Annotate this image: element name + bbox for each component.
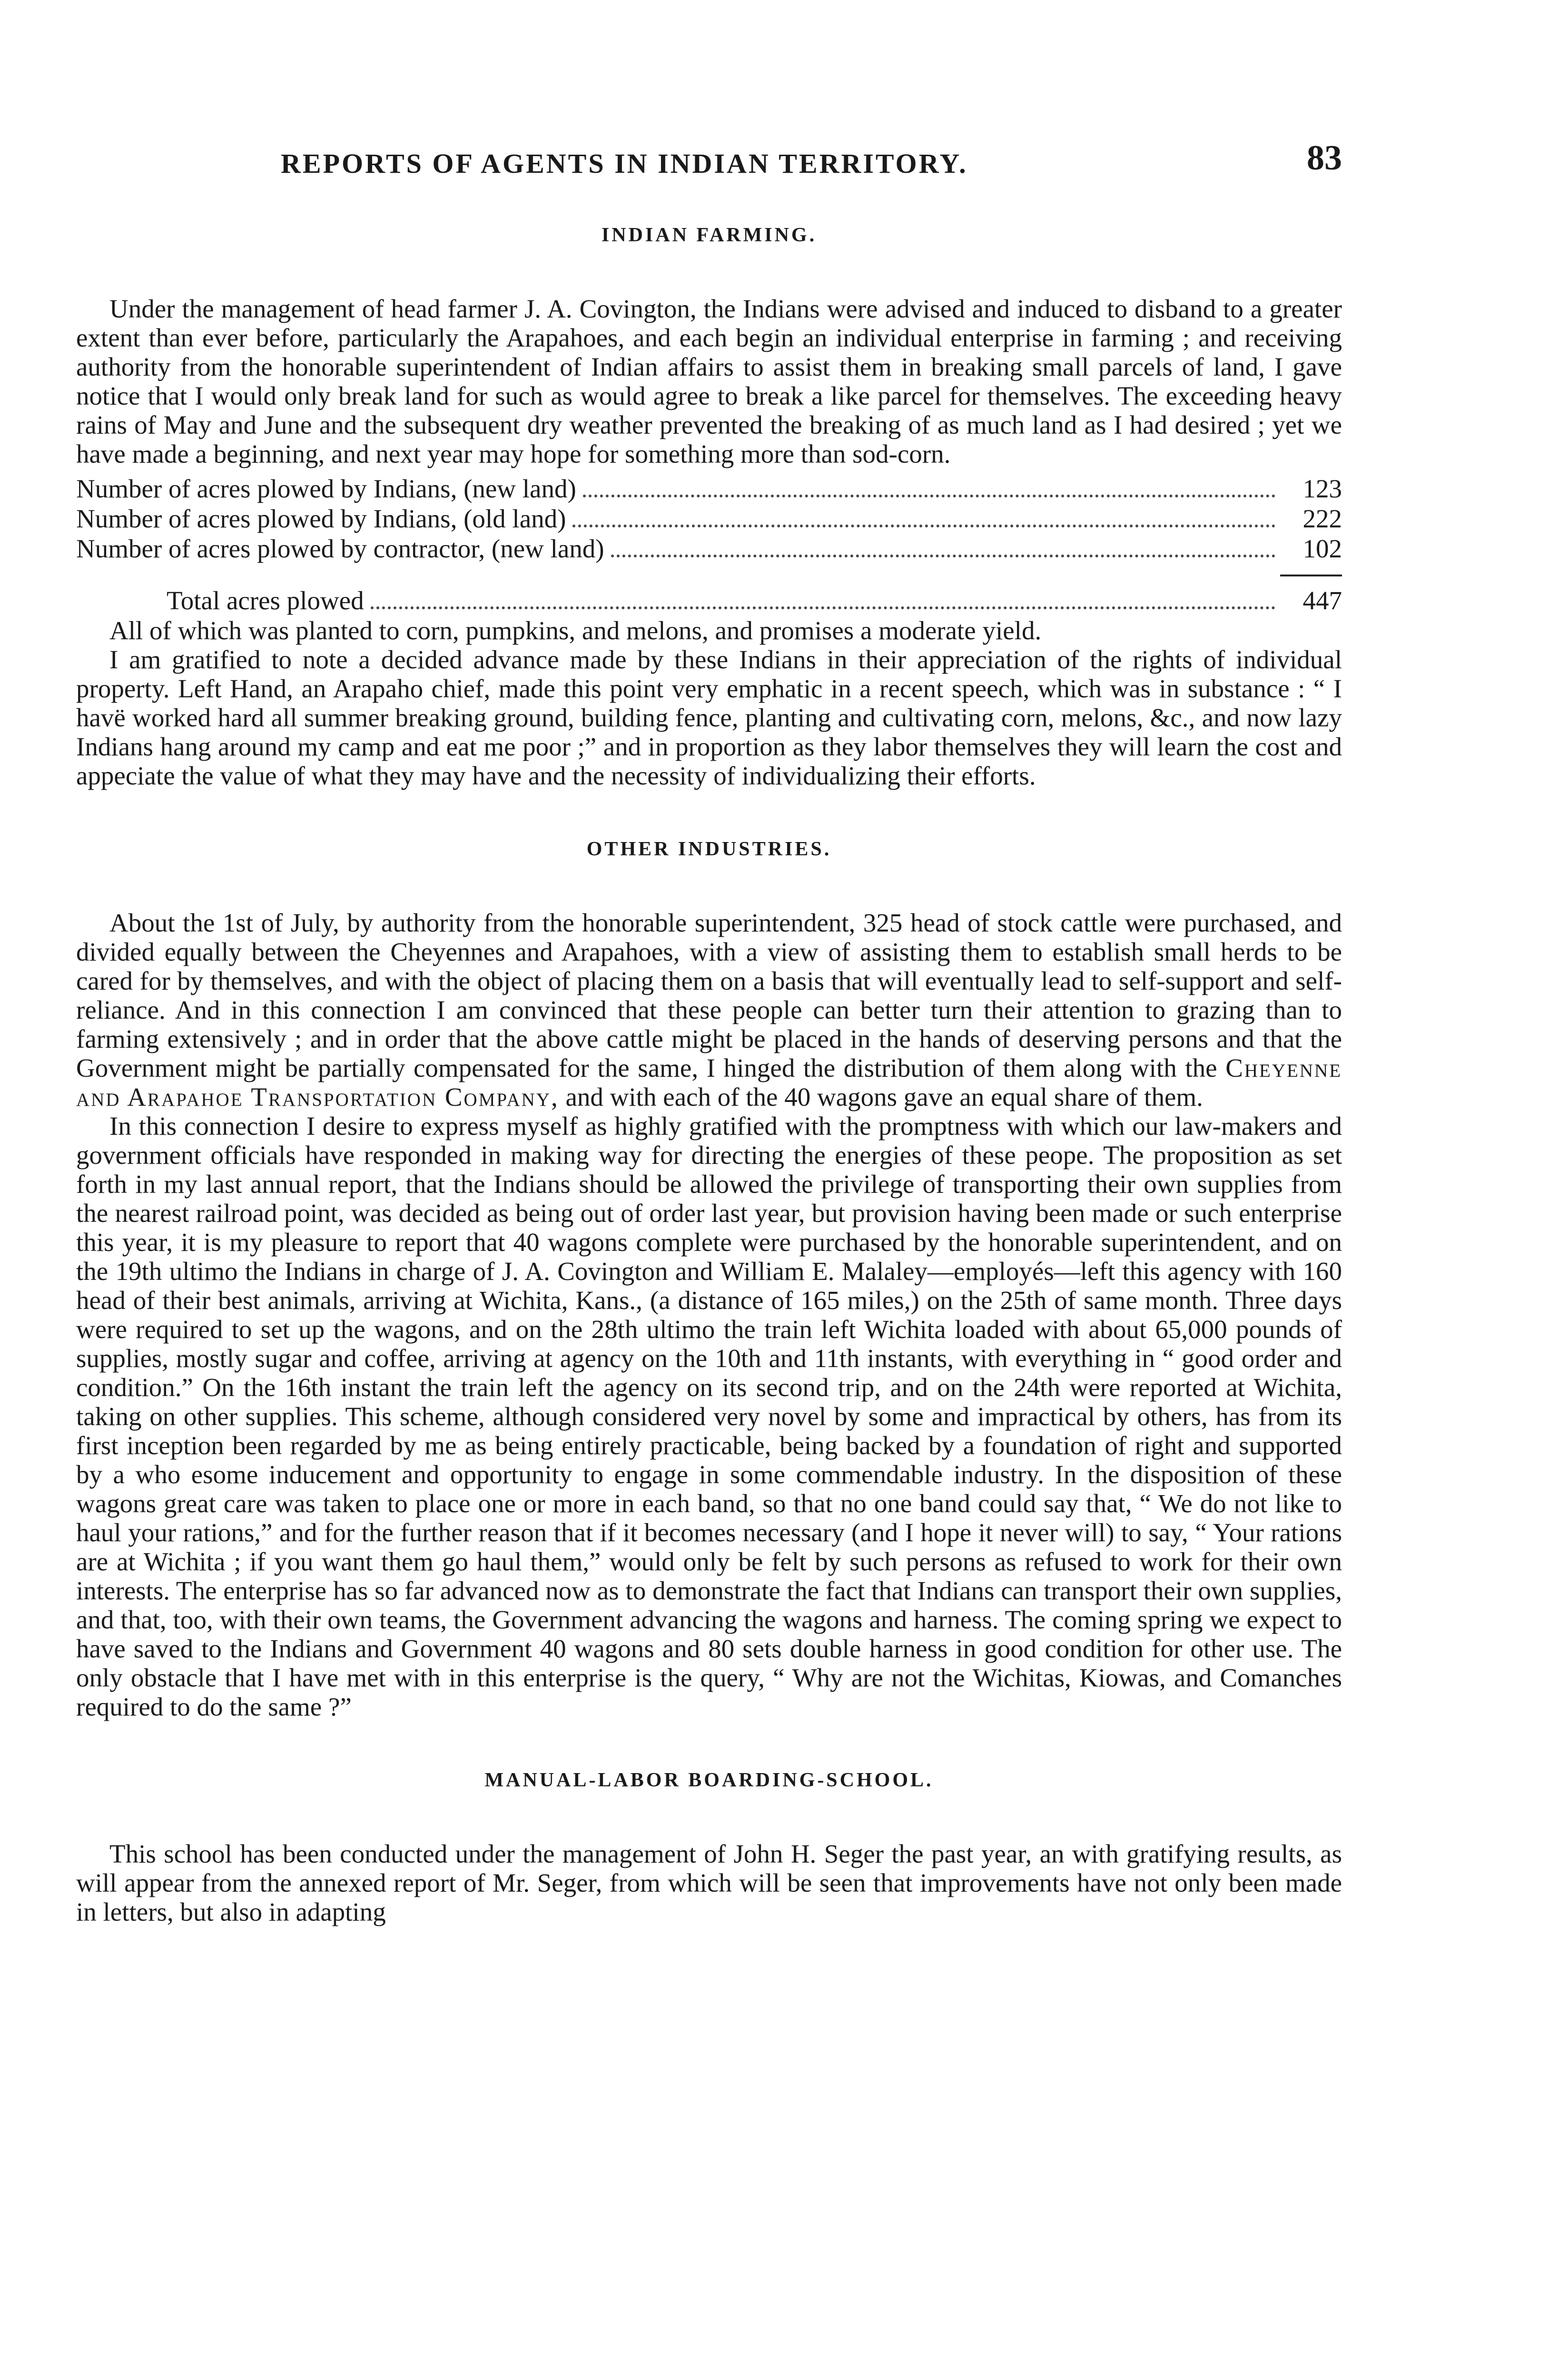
acres-row-contractor: [76, 534, 1342, 564]
paragraph-school: This school has been conducted under the management of John H. Seger the past year, an with gratifying results, as will appear from the annexed report of Mr. Seger, from which will be seen that improvements have not only been made in letters, but also in adapting: [76, 1839, 1342, 1926]
acres-row-total: [76, 586, 1342, 616]
page-number: 83: [1307, 139, 1342, 178]
acres-row-old-land: [76, 504, 1342, 534]
acres-row-label: Number of acres plowed by Indians, (new land): [76, 474, 576, 503]
document-page: [76, 138, 1342, 1926]
dot-leader: [572, 525, 1275, 527]
dot-leader: [611, 555, 1275, 557]
paragraph-farming-intro: Under the management of head farmer J. A. Covington, the Indians were advised and induced to disband to a greater extent than ever before, particularly the Arapahoes, and each begin an individual enterprise in farming ; and receiving authority from the honorable superintendent of Indian affairs to assist them in breaking small parcels of land, I gave notice that I would only break land for such as would agree to break a like parcel for themselves. The exceeding heavy rains of May and June and the subsequent dry weather prevented the breaking of as much land as I had desired ; yet we have made a beginning, and next year may hope for something more than sod-corn.: [76, 294, 1342, 468]
paragraph-cattle-text: About the 1st of July, by authority from the honorable superintendent, 325 head of stock cattle were purchased, and divided equally between the Cheyennes and Arapahoes, with a view of assisting them to establish small herds to be cared for by themselves, and with the object of placing them on a basis that will eventually lead to self-support and self-reliance. And in this connection I am convinced that these people can better turn their attention to grazing than to farming extensively ; and in order that the above cattle might be placed in the hands of deserving persons and that the Government might be partially compensated for the same, I hinged the distribution of them along with the: [76, 908, 1342, 1082]
acres-table: [76, 474, 1342, 616]
company-name: Cheyenne and Arapahoe Transportation Company,: [76, 1053, 1342, 1111]
paragraph-farming-property: I am gratified to note a decided advance made by these Indians in their appreciation of the rights of individual property. Left Hand, an Arapaho chief, made this point very emphatic in a recent speech, which was in substance : “ I havë worked hard all summer breaking ground, building fence, planting and cultivating corn, melons, &c., and now lazy Indians hang around my camp and eat me poor ;” and in proportion as they labor themselves they will learn the cost and appeciate the value of what they may have and the necessity of individualizing their efforts.: [76, 645, 1342, 790]
acres-row-new-land: [76, 474, 1342, 504]
paragraph-wagons: In this connection I desire to express myself as highly gratified with the promptness with which our law-makers and government officials have responded in making way for directing the energies of these peope. The proposition as set forth in my last annual report, that the Indians should be allowed the privilege of transporting their own supplies from the nearest railroad point, was decided as being out of order last year, but provision having been made or such enterprise this year, it is my pleasure to report that 40 wagons complete were purchased by the honorable superintendent, and on the 19th ultimo the Indians in charge of J. A. Covington and William E. Malaley—employés—left this agency with 160 head of their best animals, arriving at Wichita, Kans., (a distance of 165 miles,) on the 25th of same month. Three days were required to set up the wagons, and on the 28th ultimo the train left Wichita loaded with about 65,000 pounds of supplies, mostly sugar and coffee, arriving at agency on the 10th and 11th instants, with everything in “ good order and condition.” On the 16th instant the train left the agency on its second trip, and on the 24th were reported at Wichita, taking on other supplies. This scheme, although considered very novel by some and impractical by others, has from its first inception been regarded by me as being entirely practicable, being backed by a foundation of right and supported by a who esome inducement and opportunity to engage in some commendable industry. In the disposition of these wagons great care was taken to place one or more in each band, so that no one band could say that, “ We do not like to haul your rations,” and for the further reason that if it becomes necessary (and I hope it never will) to say, “ Your rations are at Wichita ; if you want them go haul them,” would only be felt by such persons as refused to work for their own interests. The enterprise has so far advanced now as to demonstrate the fact that Indians can transport their own supplies, and that, too, with their own teams, the Government advancing the wagons and harness. The coming spring we expect to have saved to the Indians and Government 40 wagons and 80 sets double harness in good condition for other use. The only obstacle that I have met with in this enterprise is the query, “ Why are not the Wichitas, Kiowas, and Comanches required to do the same ?”: [76, 1111, 1342, 1721]
acres-row-value: 123: [1302, 474, 1342, 503]
paragraph-cattle: [76, 908, 1342, 1111]
section-heading-other-industries: OTHER INDUSTRIES.: [586, 838, 832, 860]
dot-leader: [583, 495, 1275, 497]
acres-row-value: 222: [1302, 504, 1342, 533]
total-label: Total acres plowed: [167, 586, 364, 615]
total-rule: [1280, 575, 1342, 576]
paragraph-farming-yield: All of which was planted to corn, pumpkins, and melons, and promises a moderate yield.: [109, 616, 1042, 645]
section-heading-school: MANUAL-LABOR BOARDING-SCHOOL.: [484, 1769, 934, 1791]
acres-row-value: 102: [1302, 534, 1342, 563]
paragraph-cattle-end: and with each of the 40 wagons gave an equal share of them.: [565, 1082, 1203, 1111]
total-value: 447: [1302, 586, 1342, 615]
section-heading-indian-farming: INDIAN FARMING.: [601, 224, 817, 246]
acres-row-label: Number of acres plowed by Indians, (old land): [76, 504, 566, 533]
running-head: [76, 138, 1342, 190]
running-title: REPORTS OF AGENTS IN INDIAN TERRITORY.: [281, 148, 968, 179]
acres-row-label: Number of acres plowed by contractor, (new land): [76, 534, 604, 563]
dot-leader: [371, 606, 1275, 609]
